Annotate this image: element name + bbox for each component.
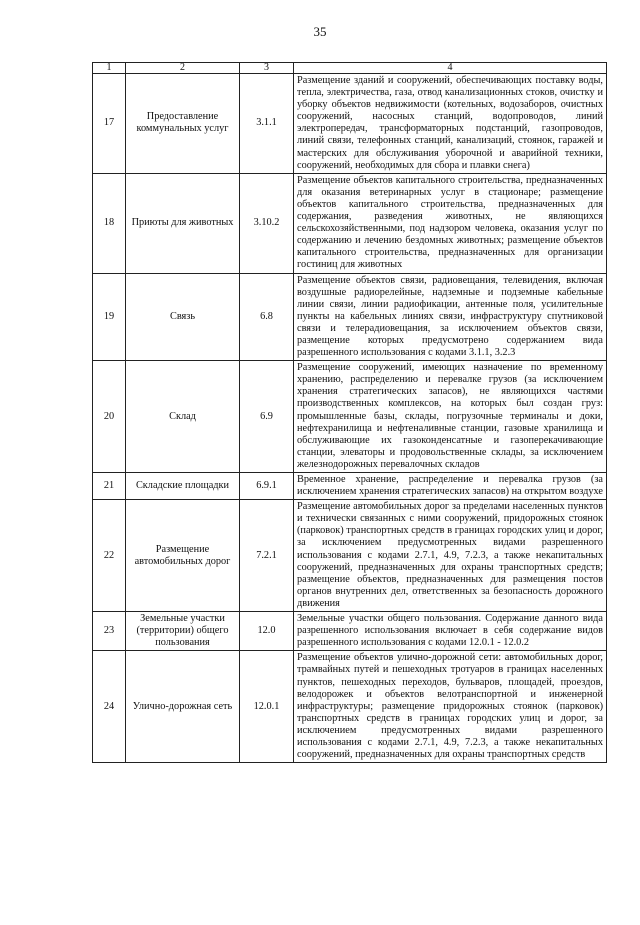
row-number: 19 bbox=[93, 273, 126, 361]
table-row bbox=[93, 173, 607, 273]
table-row bbox=[93, 612, 607, 651]
use-type-name: Размещение автомобильных дорог bbox=[126, 500, 240, 612]
use-type-code: 12.0 bbox=[240, 612, 294, 651]
row-number: 18 bbox=[93, 173, 126, 273]
use-type-name: Связь bbox=[126, 273, 240, 361]
use-type-description: Земельные участки общего пользования. Содержание данного вида разрешенного использования включает в себя содержание видов разрешенного использования с кодами 12.0.1 - 12.0.2 bbox=[294, 612, 607, 651]
use-type-name: Приюты для животных bbox=[126, 173, 240, 273]
use-type-code: 3.1.1 bbox=[240, 74, 294, 174]
use-type-code: 12.0.1 bbox=[240, 651, 294, 763]
row-number: 22 bbox=[93, 500, 126, 612]
table-row bbox=[93, 361, 607, 473]
use-type-code: 7.2.1 bbox=[240, 500, 294, 612]
use-type-code: 6.8 bbox=[240, 273, 294, 361]
use-type-description: Временное хранение, распределение и перевалка грузов (за исключением хранения стратегических запасов) на открытом воздухе bbox=[294, 473, 607, 500]
column-header-3: 3 bbox=[240, 63, 294, 74]
use-type-code: 3.10.2 bbox=[240, 173, 294, 273]
page-number: 35 bbox=[313, 24, 327, 39]
use-type-description: Размещение объектов улично-дорожной сети: автомобильных дорог, трамвайных путей и пешеходных тротуаров в границах населенных пунктов, пешеходных переходов, бульваров, площадей, проездов, велодорожек и объектов велотранспортной и инженерной инфраструктуры; размещение придорожных стоянок (парковок) транспортных средств в границах городских улиц и дорог, за исключением предусмотренных видами разрешенного использования с кодами 2.7.1, 4.9, 7.2.3, а также некапитальных сооружений, предназначенных для охраны транспортных средств bbox=[294, 651, 607, 763]
row-number: 23 bbox=[93, 612, 126, 651]
column-header-2: 2 bbox=[126, 63, 240, 74]
table-header-row bbox=[93, 63, 607, 74]
use-type-description: Размещение сооружений, имеющих назначение по временному хранению, распределению и перевалке грузов (за исключением хранения стратегических запасов), не являющихся частями производственных комплексов, на которых был создан груз: промышленные базы, склады, погрузочные терминалы и доки, нефтехранилища и нефтеналивные станции, газовые хранилища и обслуживающие их газоконденсатные и газоперекачивающие станции, элеваторы и продовольственные склады, за исключением железнодорожных перевалочных складов bbox=[294, 361, 607, 473]
land-use-table bbox=[92, 62, 607, 763]
column-header-1: 1 bbox=[93, 63, 126, 74]
table-row bbox=[93, 500, 607, 612]
row-number: 21 bbox=[93, 473, 126, 500]
use-type-description: Размещение объектов связи, радиовещания, телевидения, включая воздушные радиорелейные, надземные и подземные кабельные линии связи, линии радиофикации, антенные поля, усилительные пункты на кабельных линиях связи, инфраструктуру спутниковой связи и телерадиовещания, за исключением объектов связи, размещение которых предусмотрено содержанием вида разрешенного использования с кодами 3.1.1, 3.2.3 bbox=[294, 273, 607, 361]
row-number: 20 bbox=[93, 361, 126, 473]
use-type-description: Размещение автомобильных дорог за пределами населенных пунктов и технически связанных с ними сооружений, придорожных стоянок (парковок) транспортных средств в границах городских улиц и дорог, за исключением предусмотренных видами разрешенного использования с кодами 2.7.1, 4.9, 7.2.3, а также некапитальных сооружений, предназначенных для охраны транспортных средств; размещение объектов, предназначенных для размещения постов органов внутренних дел, ответственных за безопасность дорожного движения bbox=[294, 500, 607, 612]
table-row bbox=[93, 651, 607, 763]
use-type-code: 6.9.1 bbox=[240, 473, 294, 500]
use-type-description: Размещение объектов капитального строительства, предназначенных для оказания ветеринарных услуг в стационаре; размещение объектов капитального строительства, предназначенных для содержания, разведения животных, не являющихся сельскохозяйственными, под надзором человека, оказания услуг по содержанию и лечению бездомных животных; размещение объектов капитального строительства, предназначенных для организации гостиниц для животных bbox=[294, 173, 607, 273]
row-number: 17 bbox=[93, 74, 126, 174]
use-type-name: Улично-дорожная сеть bbox=[126, 651, 240, 763]
use-type-description: Размещение зданий и сооружений, обеспечивающих поставку воды, тепла, электричества, газа, отвод канализационных стоков, очистку и уборку объектов недвижимости (котельных, водозаборов, очистных сооружений, насосных станций, водопроводов, линий электропередач, трансформаторных подстанций, газопроводов, линий связи, телефонных станций, канализаций, стоянок, гаражей и мастерских для обслуживания уборочной и аварийной техники, сооружений, необходимых для сбора и плавки снега) bbox=[294, 74, 607, 174]
use-type-name: Складские площадки bbox=[126, 473, 240, 500]
use-type-name: Земельные участки (территории) общего пользования bbox=[126, 612, 240, 651]
use-type-code: 6.9 bbox=[240, 361, 294, 473]
table-row bbox=[93, 273, 607, 361]
use-type-name: Предоставление коммунальных услуг bbox=[126, 74, 240, 174]
table-row bbox=[93, 473, 607, 500]
use-type-name: Склад bbox=[126, 361, 240, 473]
row-number: 24 bbox=[93, 651, 126, 763]
column-header-4: 4 bbox=[294, 63, 607, 74]
table-row bbox=[93, 74, 607, 174]
